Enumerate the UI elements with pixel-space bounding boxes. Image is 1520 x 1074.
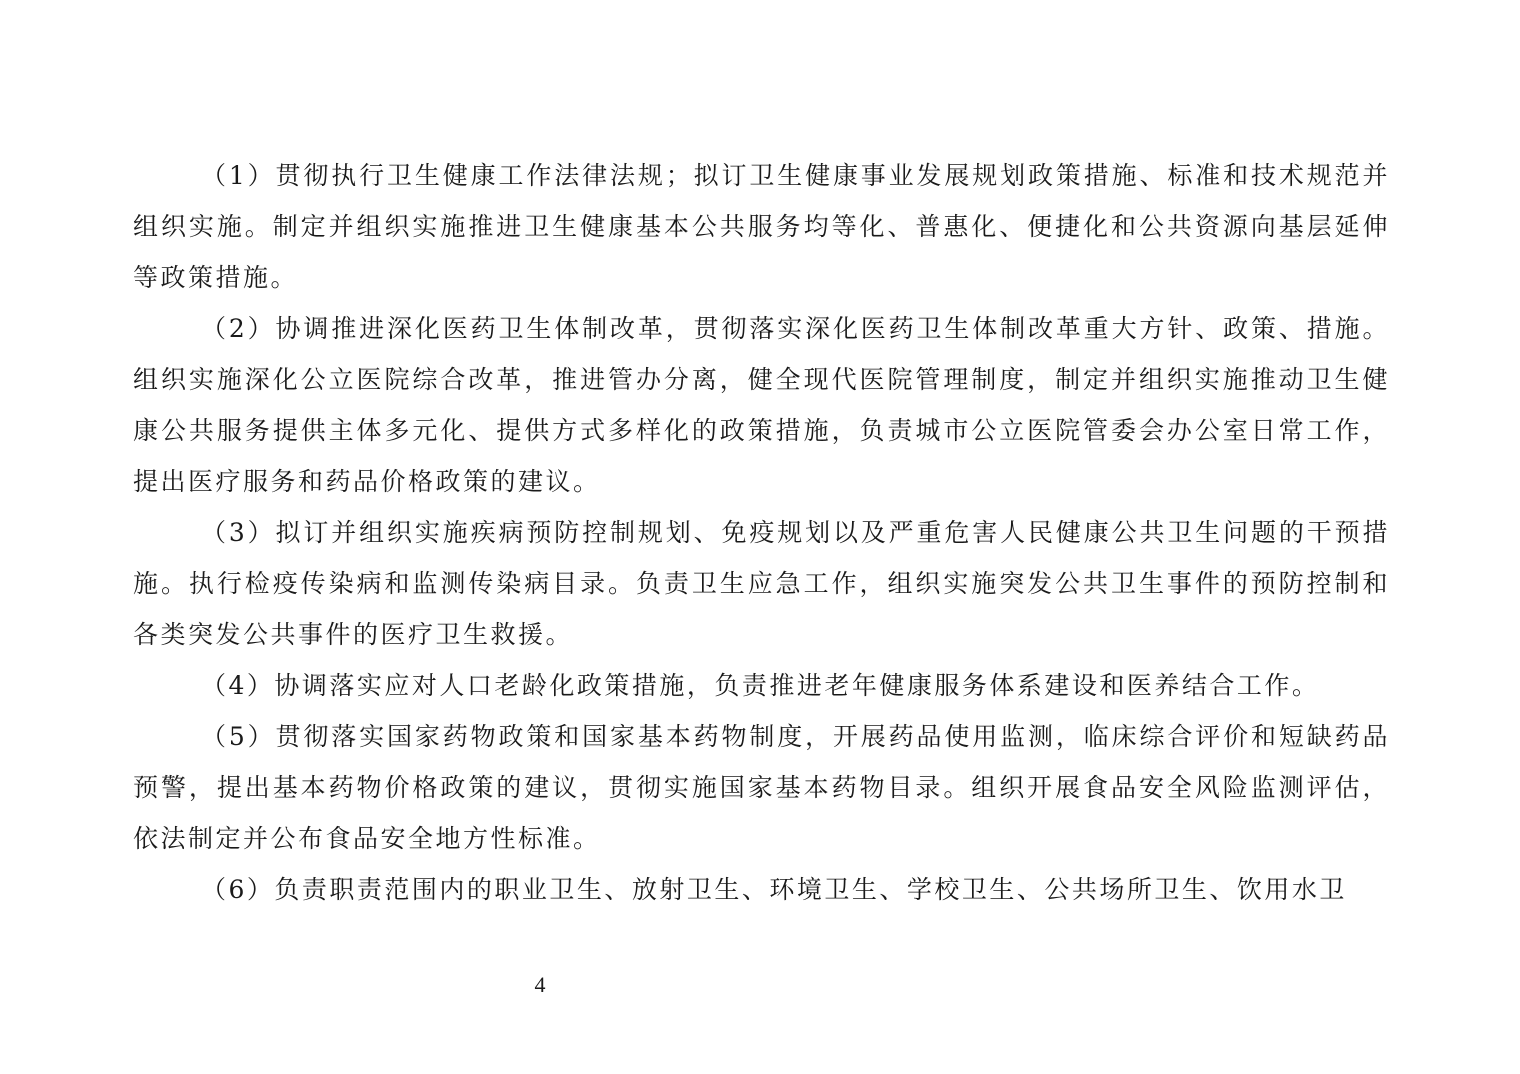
paragraph-2: （2）协调推进深化医药卫生体制改革，贯彻落实深化医药卫生体制改革重大方针、政策、措施。组织实施深化公立医院综合改革，推进管办分离，健全现代医院管理制度，制定并组织实施推动卫生健康公共服务提供主体多元化、提供方式多样化的政策措施，负责城市公立医院管委会办公室日常工作，提出医疗服务和药品价格政策的建议。 (133, 314, 1390, 496)
paragraph-6: （6）负责职责范围内的职业卫生、放射卫生、环境卫生、学校卫生、公共场所卫生、饮用水卫 (201, 875, 1347, 904)
paragraph-3: （3）拟订并组织实施疾病预防控制规划、免疫规划以及严重危害人民健康公共卫生问题的干预措施。执行检疫传染病和监测传染病目录。负责卫生应急工作，组织实施突发公共卫生事件的预防控制和各类突发公共事件的医疗卫生救援。 (133, 518, 1390, 649)
paragraph-4: （4）协调落实应对人口老龄化政策措施，负责推进老年健康服务体系建设和医养结合工作。 (201, 671, 1320, 700)
page-number: 4 (534, 972, 546, 997)
paragraph-5: （5）贯彻落实国家药物政策和国家基本药物制度，开展药品使用监测，临床综合评价和短缺药品预警，提出基本药物价格政策的建议，贯彻实施国家基本药物目录。组织开展食品安全风险监测评估，依法制定并公布食品安全地方性标准。 (133, 722, 1390, 853)
document-body (133, 150, 1390, 915)
paragraph-1: （1）贯彻执行卫生健康工作法律法规；拟订卫生健康事业发展规划政策措施、标准和技术规范并组织实施。制定并组织实施推进卫生健康基本公共服务均等化、普惠化、便捷化和公共资源向基层延伸等政策措施。 (133, 161, 1390, 292)
